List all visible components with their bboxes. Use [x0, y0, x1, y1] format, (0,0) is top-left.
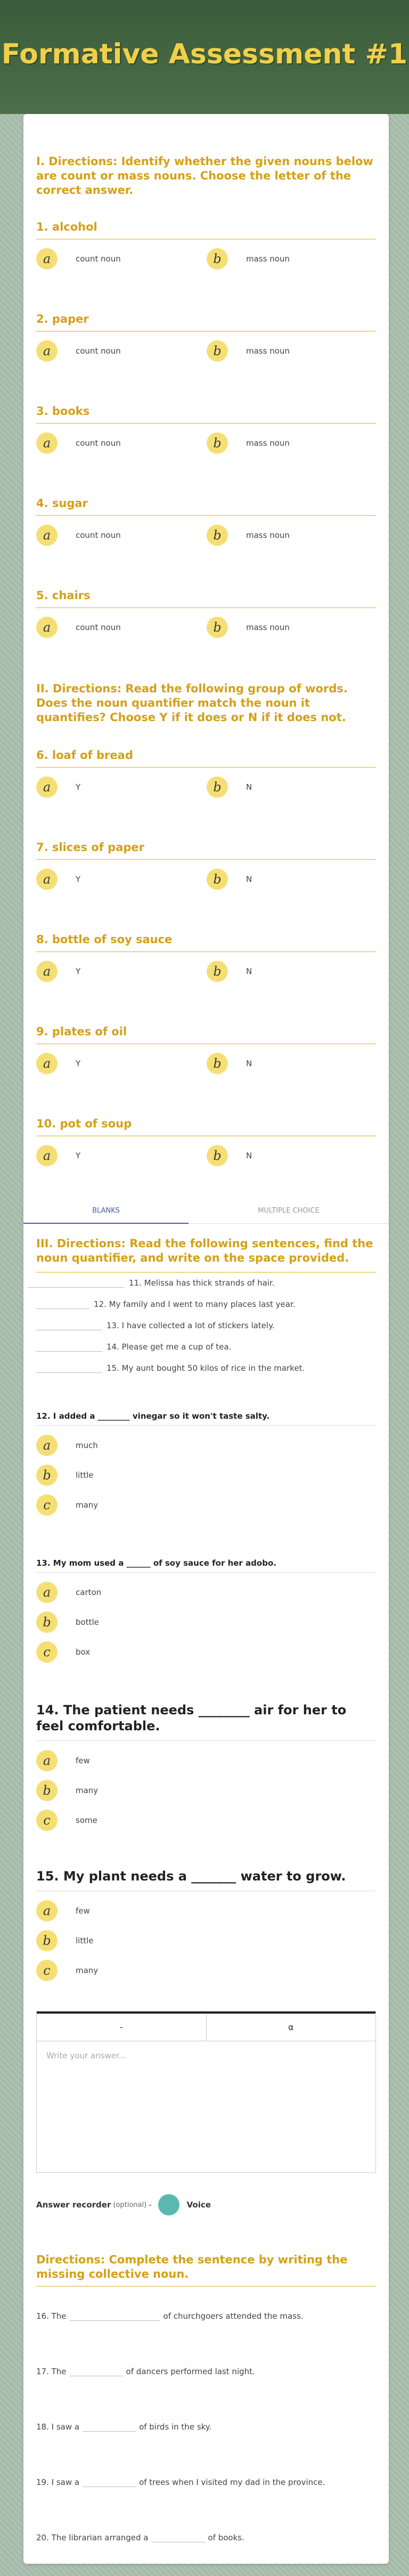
- q10-option-b[interactable]: [207, 1144, 252, 1167]
- divider: [36, 1135, 376, 1136]
- q10-title: 10. pot of soup: [36, 1117, 132, 1130]
- option-label: much: [76, 1441, 98, 1450]
- sentence-20: [36, 2532, 244, 2542]
- mc12-option-a[interactable]: [36, 1434, 98, 1457]
- option-label: little: [76, 1470, 94, 1480]
- q1-option-b[interactable]: [207, 247, 290, 271]
- sentence-post: of dancers performed last night.: [126, 2367, 255, 2376]
- mc13-option-b[interactable]: [36, 1610, 99, 1634]
- badge-b: b: [36, 1930, 58, 1951]
- blank-row-12: [36, 1288, 296, 1309]
- sentence-post: of books.: [208, 2533, 244, 2542]
- badge-a: a: [36, 340, 58, 362]
- option-label: some: [76, 1816, 97, 1825]
- badge-a: a: [36, 776, 58, 798]
- q6-title: 6. loaf of bread: [36, 749, 133, 762]
- sentence-post: of trees when I visited my dad in the province.: [139, 2477, 325, 2487]
- sentence-post: of birds in the sky.: [139, 2422, 212, 2432]
- option-label: Y: [76, 874, 81, 884]
- sentence-pre: 20. The librarian arranged a: [36, 2533, 149, 2542]
- q5-option-b[interactable]: [207, 616, 290, 639]
- badge-a: a: [36, 1435, 58, 1456]
- option-label: count noun: [76, 254, 121, 264]
- option-label: N: [246, 967, 252, 976]
- badge-c: c: [36, 1641, 58, 1663]
- badge-a: a: [36, 1582, 58, 1603]
- option-label: mass noun: [246, 346, 290, 356]
- badge-a: a: [36, 869, 58, 890]
- question-tabs: [23, 1200, 389, 1224]
- section4-directions: Directions: Complete the sentence by writing the missing collective noun.: [36, 2253, 348, 2280]
- option-label: mass noun: [246, 530, 290, 540]
- option-label: box: [76, 1647, 91, 1657]
- q8-title: 8. bottle of soy sauce: [36, 933, 173, 946]
- sentence-post: of churchgoers attended the mass.: [163, 2311, 304, 2321]
- sentence-pre: 19. I saw a: [36, 2477, 80, 2487]
- option-label: Y: [76, 1059, 81, 1068]
- q7-option-b[interactable]: [207, 868, 252, 891]
- badge-b: b: [207, 869, 228, 890]
- mc13-option-c[interactable]: [36, 1640, 90, 1664]
- mc12-option-b[interactable]: [36, 1463, 94, 1487]
- badge-a: a: [36, 1900, 58, 1921]
- divider: [36, 239, 376, 240]
- divider: [36, 331, 376, 332]
- q7-title: 7. slices of paper: [36, 841, 145, 854]
- sentence-12: 12. My family and I went to many places last year.: [94, 1299, 296, 1309]
- q3-option-a[interactable]: [36, 431, 121, 455]
- tab-multiple-choice[interactable]: MULTIPLE CHOICE: [189, 1200, 389, 1224]
- blank-input-17[interactable]: [70, 2366, 123, 2376]
- divider: [36, 1572, 376, 1573]
- badge-a: a: [36, 961, 58, 982]
- q9-option-a[interactable]: [36, 1052, 80, 1075]
- q9-title: 9. plates of oil: [36, 1025, 127, 1038]
- option-label: Y: [76, 967, 81, 976]
- mc15-option-b[interactable]: [36, 1929, 94, 1952]
- option-label: N: [246, 1151, 252, 1160]
- editor-toolbar: [37, 2011, 375, 2041]
- badge-a: a: [36, 1053, 58, 1074]
- sentence-pre: 16. The: [36, 2311, 67, 2321]
- sentence-11: 11. Melissa has thick strands of hair.: [129, 1278, 275, 1288]
- badge-b: b: [36, 1780, 58, 1801]
- badge-a: a: [36, 525, 58, 546]
- divider: [36, 951, 376, 952]
- divider: [36, 767, 376, 768]
- q8-option-a[interactable]: [36, 960, 80, 983]
- q5-option-a[interactable]: [36, 616, 121, 639]
- q3-option-b[interactable]: [207, 431, 290, 455]
- blank-input-18[interactable]: [83, 2421, 136, 2432]
- divider: [36, 2286, 376, 2287]
- minus-button[interactable]: -: [119, 2022, 123, 2032]
- option-label: N: [246, 782, 252, 792]
- q1-option-a[interactable]: [36, 247, 121, 271]
- option-label: carton: [76, 1588, 102, 1597]
- blank-input-20[interactable]: [152, 2532, 205, 2542]
- option-label: Y: [76, 782, 81, 792]
- mc14-question: 14. The patient needs ________ air for her to feel comfortable.: [36, 1703, 347, 1733]
- badge-a: a: [36, 1750, 58, 1771]
- tab-blanks[interactable]: BLANKS: [23, 1200, 189, 1224]
- recorder-label: Answer recorder: [36, 2200, 111, 2210]
- divider: [36, 607, 376, 608]
- badge-b: b: [207, 961, 228, 982]
- badge-a: a: [36, 1145, 58, 1166]
- section2-directions: II. Directions: Read the following group of words. Does the noun quantifier match the noun it quantifies? Choose Y if it does or N if it does not.: [36, 682, 348, 724]
- option-label: mass noun: [246, 438, 290, 448]
- option-label: few: [76, 1906, 90, 1916]
- badge-b: b: [207, 525, 228, 546]
- option-label: little: [76, 1936, 94, 1945]
- sentence-pre: 18. I saw a: [36, 2422, 80, 2432]
- blank-input-19[interactable]: [83, 2476, 136, 2487]
- option-label: mass noun: [246, 623, 290, 632]
- badge-b: b: [207, 776, 228, 798]
- badge-b: b: [207, 248, 228, 269]
- mc12-option-c[interactable]: [36, 1493, 98, 1517]
- section1-directions: I. Directions: Identify whether the given nouns below are count or mass nouns. Choose the letter of the correct answer.: [36, 155, 373, 197]
- q2-option-a[interactable]: [36, 339, 121, 363]
- option-label: count noun: [76, 438, 121, 448]
- q4-option-a[interactable]: [36, 524, 121, 547]
- badge-c: c: [36, 1494, 58, 1516]
- badge-b: b: [207, 432, 228, 454]
- option-label: many: [76, 1500, 99, 1510]
- recorder-optional: (optional): [113, 2201, 147, 2209]
- answer-recorder: [36, 2194, 211, 2215]
- badge-b: b: [207, 617, 228, 638]
- option-label: many: [76, 1786, 99, 1795]
- q4-option-b[interactable]: [207, 524, 290, 547]
- badge-b: b: [207, 1053, 228, 1074]
- badge-c: c: [36, 1810, 58, 1831]
- badge-b: b: [36, 1612, 58, 1633]
- mc14-option-a[interactable]: [36, 1749, 90, 1772]
- answer-textarea[interactable]: Write your answer...: [46, 2051, 126, 2060]
- blank-input-14[interactable]: [36, 1341, 102, 1352]
- option-label: bottle: [76, 1617, 99, 1627]
- sentence-15: 15. My aunt bought 50 kilos of rice in the market.: [107, 1363, 305, 1373]
- blank-row-13: [36, 1309, 275, 1330]
- badge-b: b: [207, 340, 228, 362]
- badge-b: b: [36, 1465, 58, 1486]
- divider: [36, 1425, 376, 1426]
- divider: [36, 859, 376, 860]
- q2-title: 2. paper: [36, 313, 89, 325]
- blank-input-15[interactable]: [36, 1362, 102, 1373]
- option-label: mass noun: [246, 254, 290, 264]
- blank-input-11[interactable]: [28, 1277, 125, 1288]
- q4-title: 4. sugar: [36, 497, 88, 510]
- sentence-pre: 17. The: [36, 2367, 67, 2376]
- answer-editor: [36, 2011, 376, 2173]
- option-label: N: [246, 874, 252, 884]
- section3-directions: III. Directions: Read the following sentences, find the noun quantifier, and write on the space provided.: [36, 1237, 373, 1264]
- option-label: count noun: [76, 346, 121, 356]
- badge-a: a: [36, 617, 58, 638]
- sentence-17: [36, 2366, 255, 2376]
- q5-title: 5. chairs: [36, 589, 91, 602]
- q1-title: 1. alcohol: [36, 220, 97, 233]
- header-banner: [0, 0, 409, 114]
- q7-option-a[interactable]: [36, 868, 80, 891]
- option-label: few: [76, 1756, 90, 1765]
- q2-option-b[interactable]: [207, 339, 290, 363]
- recorder-separator: -: [149, 2200, 152, 2210]
- mc15-option-a[interactable]: [36, 1899, 90, 1923]
- option-label: many: [76, 1966, 99, 1975]
- option-label: count noun: [76, 530, 121, 540]
- sentence-16: [36, 2310, 304, 2321]
- q3-title: 3. books: [36, 405, 90, 418]
- divider: [36, 515, 376, 516]
- mc13-option-a[interactable]: [36, 1581, 101, 1604]
- mc15-option-c[interactable]: [36, 1959, 98, 1982]
- blank-input-13[interactable]: [36, 1320, 102, 1330]
- q9-option-b[interactable]: [207, 1052, 252, 1075]
- assessment-card: [23, 114, 389, 2564]
- blank-row-14: [36, 1330, 231, 1352]
- sentence-13: 13. I have collected a lot of stickers lately.: [107, 1321, 275, 1330]
- blank-row-15: [36, 1352, 305, 1373]
- sentence-14: 14. Please get me a cup of tea.: [107, 1342, 232, 1352]
- divider: [36, 1740, 376, 1741]
- blank-row-11: [28, 1266, 275, 1288]
- q6-option-a[interactable]: [36, 775, 80, 799]
- voice-label: Voice: [186, 2200, 211, 2210]
- alpha-button[interactable]: α: [206, 2014, 376, 2041]
- badge-c: c: [36, 1960, 58, 1981]
- option-label: count noun: [76, 623, 121, 632]
- microphone-icon[interactable]: [158, 2194, 179, 2215]
- option-label: N: [246, 1059, 252, 1068]
- option-label: Y: [76, 1151, 81, 1160]
- q8-option-b[interactable]: [207, 960, 252, 983]
- badge-a: a: [36, 432, 58, 454]
- page-title: Formative Assessment #1: [1, 38, 408, 70]
- sentence-19: [36, 2476, 325, 2487]
- mc12-question: 12. I added a ________ vinegar so it won't taste salty.: [36, 1411, 270, 1421]
- q10-option-a[interactable]: [36, 1144, 80, 1167]
- mc14-option-b[interactable]: [36, 1779, 98, 1802]
- blank-input-16[interactable]: [70, 2310, 160, 2321]
- mc14-option-c[interactable]: [36, 1809, 97, 1832]
- badge-a: a: [36, 248, 58, 269]
- divider: [36, 1043, 376, 1044]
- sentence-18: [36, 2421, 211, 2432]
- badge-b: b: [207, 1145, 228, 1166]
- mc15-question: 15. My plant needs a _______ water to grow.: [36, 1869, 346, 1884]
- mc13-question: 13. My mom used a ______ of soy sauce for her adobo.: [36, 1558, 276, 1568]
- divider: [36, 423, 376, 424]
- blank-input-12[interactable]: [36, 1298, 89, 1309]
- q6-option-b[interactable]: [207, 775, 252, 799]
